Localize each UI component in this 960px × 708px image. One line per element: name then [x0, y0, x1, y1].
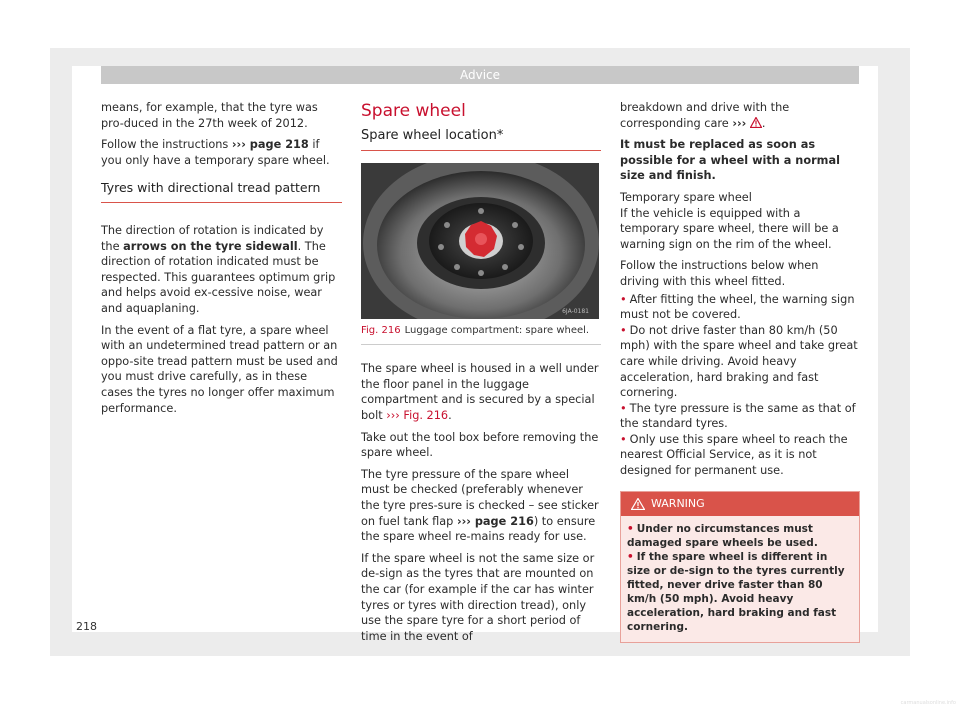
watermark: carmanualsonline.info [900, 700, 956, 706]
paragraph: If the vehicle is equipped with a temporary spare wheel, there will be a warning sign on the rim of the wheel. [620, 206, 839, 251]
bullet-icon: • [627, 522, 634, 535]
page-number: 218 [76, 620, 97, 633]
warning-text: Under no circumstances must damaged spare wheels be used. [627, 522, 818, 549]
text: The tyre pressure of the spare wheel must be checked (preferably whenever the tyre pres-sure is checked – see sticker on fuel tank flap [361, 467, 599, 528]
warning-title: WARNING [651, 496, 705, 510]
figure-code: 6JA-0181 [562, 307, 589, 315]
warning-header [621, 492, 859, 516]
text: ) to ensure the spare wheel re-mains ready for use. [361, 514, 596, 544]
paragraph: It must be replaced as soon as possible for a wheel with a normal size and finish. [620, 138, 840, 183]
section-subheading: Spare wheel location* [361, 128, 601, 151]
figure-link[interactable]: ››› Fig. 216 [386, 408, 449, 422]
warning-body [621, 516, 859, 642]
paragraph: Take out the tool box before removing the spare wheel. [361, 430, 599, 460]
text: if you only have a temporary spare wheel. [101, 138, 330, 167]
paragraph [620, 100, 860, 131]
list-item-text: Only use this spare wheel to reach the nearest Official Service, as it is not designed for permanent use. [620, 432, 848, 478]
text: . [448, 408, 452, 422]
page-header: Advice [101, 66, 859, 84]
list-item-text: After fitting the wheel, the warning sign must not be covered. [620, 292, 855, 322]
list-item [620, 292, 860, 323]
warning-triangle-icon [631, 498, 645, 510]
paragraph-heading: Temporary spare wheel [620, 190, 752, 204]
text: Follow the instructions [101, 138, 232, 152]
section-heading: Tyres with directional tread pattern [101, 180, 342, 203]
paragraph [361, 361, 601, 423]
warning-item [627, 550, 853, 634]
paragraph [101, 137, 342, 168]
text: breakdown and drive with the corresponding care [620, 101, 790, 130]
paragraph [361, 467, 601, 545]
caption-text: Luggage compartment: spare wheel. [404, 324, 590, 336]
text: . [761, 116, 766, 130]
list-item-text: The tyre pressure is the same as that of the standard tyres. [620, 401, 856, 431]
bullet-icon: • [620, 401, 627, 415]
paragraph: In the event of a flat tyre, a spare wheel with an undetermined tread pattern or an oppo-site tread pattern must be used and you must drive carefully, as in these cases the tyres no longer offer maximum performance. [101, 323, 338, 415]
bullet-icon: • [620, 323, 627, 337]
page-link[interactable]: ››› page 216 [456, 514, 534, 528]
figure-caption [361, 323, 601, 346]
warning-box [620, 491, 860, 643]
column-middle [361, 100, 601, 650]
bullet-list [620, 292, 860, 479]
bold-text: arrows on the tyre sidewall [123, 239, 298, 253]
column-left [101, 100, 342, 422]
text: . The direction of rotation indicated must be respected. This guarantees optimum grip and helps avoid ex-cessive noise, wear and aquaplaning. [101, 239, 336, 315]
column-right [620, 100, 860, 643]
spare-wheel-figure [361, 163, 599, 319]
bullet-icon: • [620, 292, 627, 306]
list-item-text: Do not drive faster than 80 km/h (50 mph) with the spare wheel and take great care while driving. Avoid heavy acceleration, hard braking and fast cornering. [620, 323, 858, 400]
list-item [620, 323, 860, 401]
list-item [620, 432, 860, 479]
warning-link[interactable]: ››› [732, 116, 747, 130]
section-title: Spare wheel [361, 101, 466, 121]
list-item [620, 401, 860, 432]
warning-text: If the spare wheel is different in size or de-sign to the tyres currently fitted, never drive faster than 80 km/h (50 mph). Avoid heavy acceleration, hard braking and fast cornering. [627, 550, 845, 633]
warning-item [627, 522, 853, 550]
bullet-icon: • [627, 550, 634, 563]
text: The direction of rotation is indicated by the [101, 223, 324, 253]
figure-number: Fig. 216 [361, 324, 401, 336]
page-link[interactable]: ››› page 218 [231, 138, 309, 152]
paragraph: means, for example, that the tyre was pro-duced in the 27th week of 2012. [101, 101, 318, 130]
text: The spare wheel is housed in a well under the floor panel in the luggage compartment and is secured by a special bolt [361, 362, 599, 422]
paragraph [101, 223, 342, 317]
bullet-icon: • [620, 432, 627, 446]
spare-wheel-illustration [361, 163, 599, 319]
warning-triangle-icon [750, 117, 762, 128]
paragraph: Follow the instructions below when driving with this wheel fitted. [620, 259, 819, 288]
paragraph: If the spare wheel is not the same size or de-sign as the tyres that are mounted on the car (for example if the car has winter tyres or tyres with direction tread), only use the spare tyre for a short period of time in the event of [361, 551, 595, 643]
